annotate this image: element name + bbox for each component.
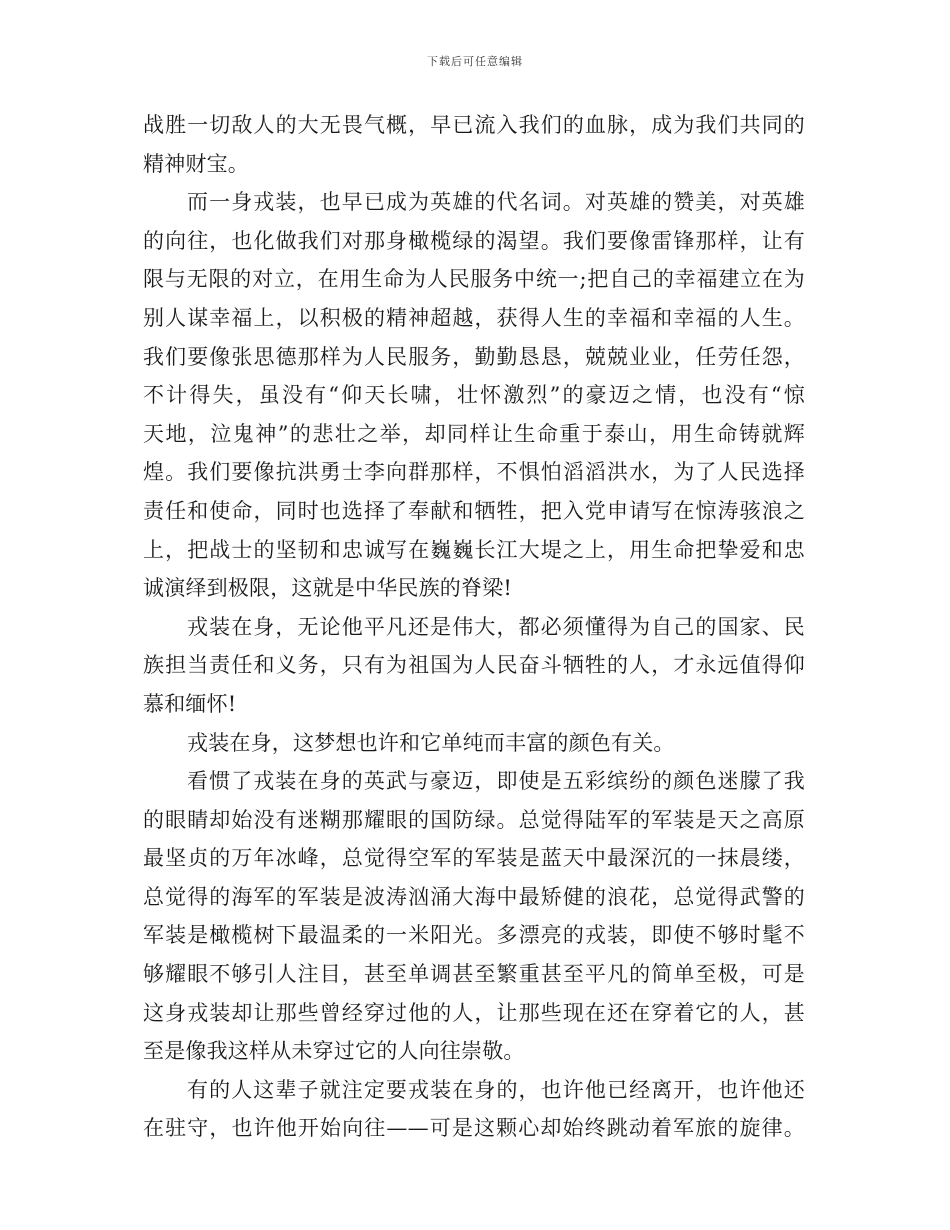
text-line: 族担当责任和义务，只有为祖国为人民奋斗牺牲的人，才永远值得仰 (143, 653, 805, 678)
text-line: 戎装在身，这梦想也许和它单纯而丰富的颜色有关。 (187, 730, 675, 755)
document-body (143, 106, 805, 1148)
text-line: 慕和缅怀! (143, 691, 237, 716)
text-line: 诚演绎到极限，这就是中华民族的脊梁! (143, 576, 513, 601)
text-line: 的眼睛却始没有迷糊那耀眼的国防绿。总觉得陆军的军装是天之高原 (143, 807, 805, 832)
text-line: 军装是橄榄树下最温柔的一米阳光。多漂亮的戎装，即使不够时髦不 (143, 923, 805, 948)
text-line: 别人谋幸福上，以积极的精神超越，获得人生的幸福和幸福的人生。 (143, 305, 805, 330)
text-line: 在驻守，也许他开始向往——可是这颗心却始终跳动着军旅的旋律。 (143, 1116, 805, 1141)
text-line: 的向往，也化做我们对那身橄榄绿的渴望。我们要像雷锋那样，让有 (143, 228, 805, 253)
text-line: 不计得失，虽没有“仰天长啸，壮怀激烈”的豪迈之情，也没有“惊 (143, 383, 805, 408)
text-line: 责任和使命，同时也选择了奉献和牺牲，把入党申请写在惊涛骇浪之 (143, 498, 805, 523)
text-line: 而一身戎装，也早已成为英雄的代名词。对英雄的赞美，对英雄 (187, 190, 805, 215)
page-header: 下载后可任意编辑 (427, 55, 523, 68)
text-line: 精神财宝。 (143, 151, 249, 176)
text-line: 最坚贞的万年冰峰，总觉得空军的军装是蓝天中最深沉的一抹晨缕， (143, 846, 805, 871)
text-line: 看惯了戎装在身的英武与豪迈，即使是五彩缤纷的颜色迷朦了我 (187, 769, 805, 794)
text-line: 我们要像张思德那样为人民服务，勤勤恳恳，兢兢业业，任劳任怨， (143, 344, 805, 369)
text-line: 至是像我这样从未穿过它的人向往崇敬。 (143, 1039, 525, 1064)
text-line: 这身戎装却让那些曾经穿过他的人，让那些现在还在穿着它的人，甚 (143, 1000, 805, 1025)
text-line: 天地，泣鬼神”的悲壮之举，却同样让生命重于泰山，用生命铸就辉 (143, 421, 805, 446)
text-line: 上，把战士的坚韧和忠诚写在巍巍长江大堤之上，用生命把挚爱和忠 (143, 537, 805, 562)
text-line: 战胜一切敌人的大无畏气概，早已流入我们的血脉，成为我们共同的 (143, 113, 805, 137)
text-line: 戎装在身，无论他平凡还是伟大，都必须懂得为自己的国家、民 (187, 614, 805, 639)
text-line: 总觉得的海军的军装是波涛汹涌大海中最矫健的浪花，总觉得武警的 (143, 884, 805, 909)
text-line: 有的人这辈子就注定要戎装在身的，也许他已经离开，也许他还 (187, 1077, 805, 1102)
text-line: 煌。我们要像抗洪勇士李向群那样，不惧怕滔滔洪水，为了人民选择 (143, 460, 805, 485)
text-line: 限与无限的对立，在用生命为人民服务中统一;把自己的幸福建立在为 (143, 267, 805, 292)
text-line: 够耀眼不够引人注目，甚至单调甚至繁重甚至平凡的简单至极，可是 (143, 962, 805, 987)
